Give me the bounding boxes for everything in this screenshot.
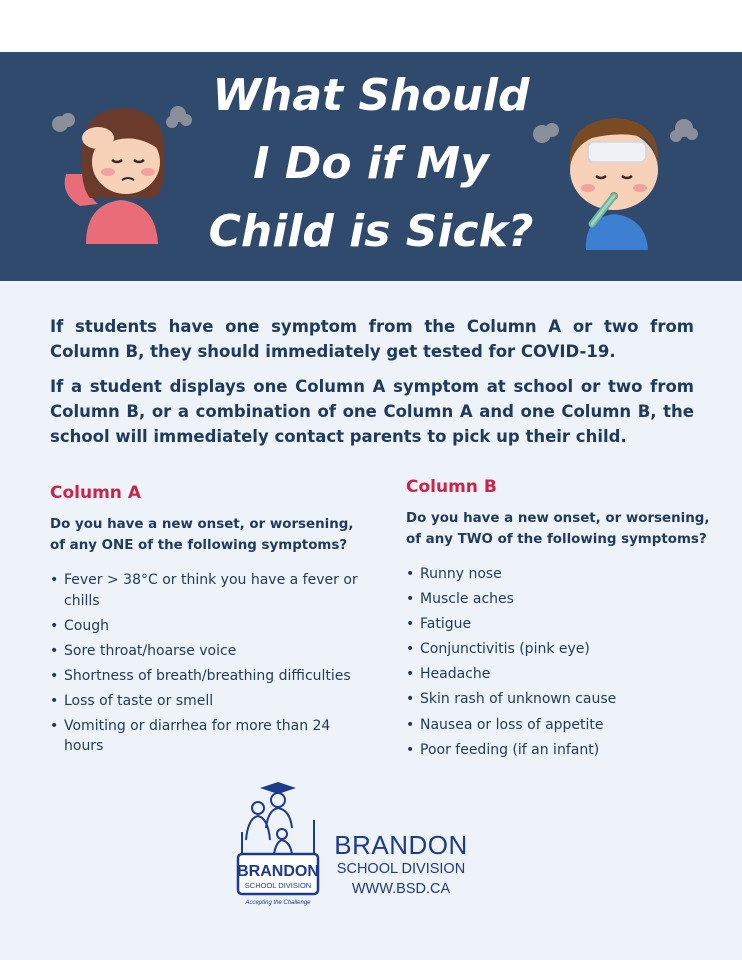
list-item: • Shortness of breath/breathing difficulties (50, 666, 370, 687)
brand-block (326, 830, 476, 900)
title-line-3: Child is Sick? (208, 206, 534, 257)
list-item: • Sore throat/hoarse voice (50, 641, 370, 662)
list-item: • Fatigue (406, 614, 726, 635)
column-b-heading: Column B (406, 477, 497, 497)
list-item: • Nausea or loss of appetite (406, 715, 726, 736)
column-b-question: Do you have a new onset, or worsening, of any TWO of the following symptoms? (406, 511, 710, 547)
brand-name: BRANDON (334, 830, 468, 860)
list-item: • Cough (50, 616, 370, 637)
brand-division: SCHOOL DIVISION (336, 861, 466, 877)
logo-tagline: Accepting the Challenge (245, 900, 311, 906)
list-item: • Muscle aches (406, 589, 726, 610)
list-item: • Conjunctivitis (pink eye) (406, 639, 726, 660)
list-item: • Loss of taste or smell (50, 691, 370, 712)
list-item: • Fever > 38°C or think you have a fever or chills (50, 570, 370, 611)
column-b (406, 476, 726, 765)
page-title (150, 62, 592, 266)
school-division-logo (234, 780, 324, 910)
intro-section (50, 314, 694, 459)
list-item: • Runny nose (406, 564, 726, 585)
column-a (50, 482, 370, 762)
list-item: • Skin rash of unknown cause (406, 689, 726, 710)
title-line-1: What Should (212, 70, 530, 121)
logo-badge-sub: SCHOOL DIVISION (244, 881, 312, 890)
title-line-2: I Do if My (253, 138, 489, 189)
column-b-symptom-list (406, 564, 726, 760)
intro-paragraph-2: If a student displays one Column A symptom at school or two from Column B, or a combination of one Column A and one Column B, the school will immediately contact parents to pick up their child. (50, 377, 694, 446)
brand-url: WWW.BSD.CA (351, 881, 451, 897)
list-item: • Headache (406, 664, 726, 685)
top-margin (0, 0, 742, 52)
intro-paragraph-1: If students have one symptom from the Column A or two from Column B, they should immediately get tested for COVID-19. (50, 317, 694, 361)
list-item: • Vomiting or diarrhea for more than 24 hours (50, 716, 370, 757)
column-a-symptom-list (50, 570, 370, 757)
column-a-heading: Column A (50, 483, 141, 503)
list-item: • Poor feeding (if an infant) (406, 740, 726, 761)
logo-badge-name: BRANDON (237, 863, 319, 880)
column-a-question: Do you have a new onset, or worsening, of any ONE of the following symptoms? (50, 517, 354, 553)
